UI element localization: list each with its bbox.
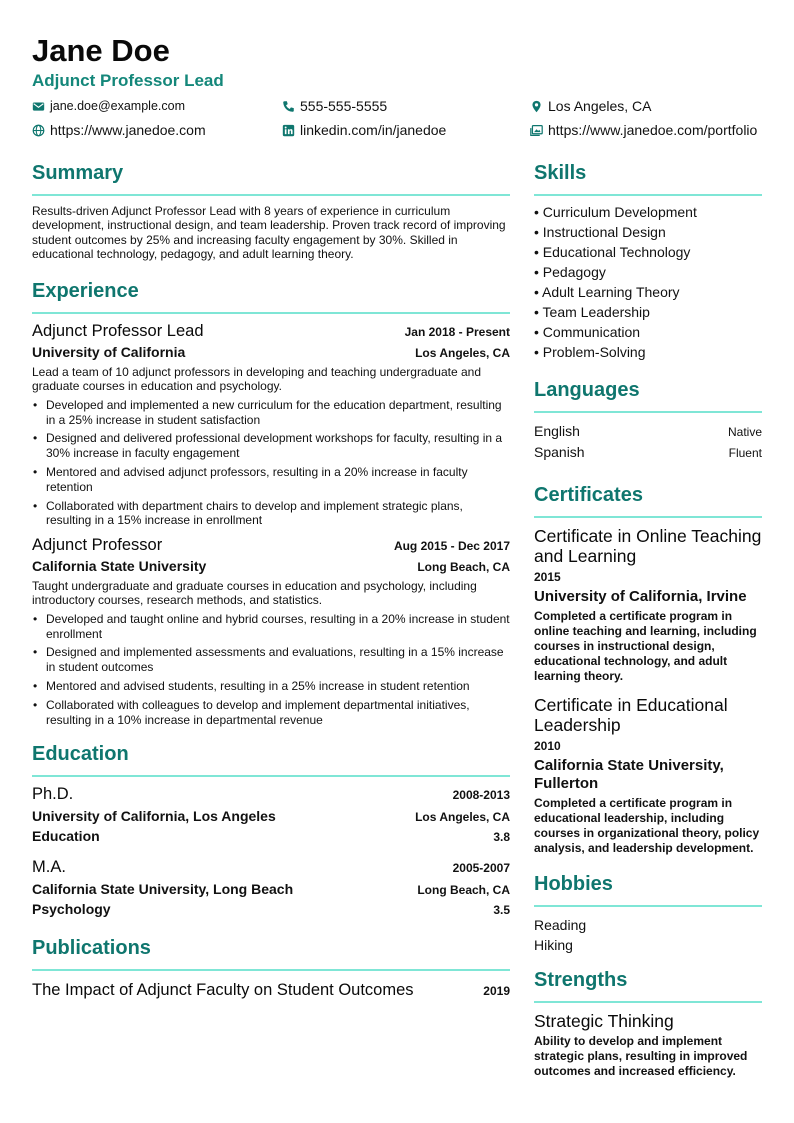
section-title: Publications [32, 937, 151, 960]
list-item: • Mentored and advised adjunct professors, resulting in a 20% increase in faculty retention [32, 465, 510, 495]
list-item: • Designed and implemented assessments and evaluations, resulting in a 15% increase in student outcomes [32, 645, 510, 675]
gpa: 3.8 [493, 830, 510, 845]
job-location: Long Beach, CA [417, 560, 510, 575]
contact-linkedin[interactable] [282, 122, 446, 138]
publications-section [32, 935, 510, 1000]
contact-linkedin-text: linkedin.com/in/janedoe [300, 122, 447, 138]
job-bullets [32, 398, 510, 528]
experience-section [32, 278, 510, 727]
phone-icon [282, 100, 295, 113]
language-item [534, 442, 762, 463]
school-location: Long Beach, CA [417, 883, 510, 898]
certificate-description: Completed a certificate program in educational leadership, including courses in organizational theory, policy analysis, and leadership development. [534, 796, 760, 855]
job-title: Adjunct Professor [32, 536, 163, 555]
list-item: • Mentored and advised students, resulting in a 25% increase in student retention [32, 679, 510, 694]
job-entry [32, 322, 510, 528]
certificate-issuer: California State University, Fullerton [534, 757, 724, 792]
certificate-issuer: University of California, Irvine [534, 588, 747, 605]
candidate-name: Jane Doe [32, 33, 170, 68]
job-description: Lead a team of 10 adjunct professors in developing and teaching undergraduate and graduate courses in education and psychology. [32, 365, 481, 394]
contact-location-text: Los Angeles, CA [548, 98, 652, 114]
contact-portfolio[interactable] [530, 122, 757, 138]
contact-email[interactable] [32, 99, 185, 113]
section-divider [534, 1001, 762, 1003]
education-entry [32, 858, 510, 917]
contact-email-text: jane.doe@example.com [50, 99, 185, 113]
language-level: Native [727, 425, 762, 439]
list-item: • Designed and delivered professional development workshops for faculty, resulting in a 30% increase in faculty engagement [32, 431, 510, 461]
job-organization: University of California [32, 344, 186, 361]
section-title: Summary [32, 162, 124, 184]
gpa: 3.5 [493, 903, 510, 918]
list-item: • Collaborated with department chairs to develop and implement strategic plans, resulting in a 15% increase in enrollment [32, 499, 510, 529]
education-dates: 2008-2013 [452, 788, 510, 803]
main-column [32, 160, 510, 1000]
hobby-item: Reading [534, 917, 587, 933]
sidebar-column [534, 160, 762, 1079]
language-name: English [534, 423, 580, 439]
languages-section [534, 377, 762, 463]
candidate-role: Adjunct Professor Lead [32, 71, 224, 90]
degree: Ph.D. [32, 785, 74, 804]
skill-item: • Team Leadership [534, 304, 650, 320]
strength-description: Ability to develop and implement strategic plans, resulting in improved outcomes and increased efficiency. [534, 1034, 748, 1078]
publication-entry [32, 981, 510, 1000]
contact-portfolio-text: https://www.janedoe.com/portfolio [548, 122, 758, 138]
degree: M.A. [32, 858, 66, 877]
skill-item: • Pedagogy [534, 264, 606, 280]
certificate-year: 2015 [534, 570, 561, 584]
field-of-study: Psychology [32, 901, 111, 918]
job-description: Taught undergraduate and graduate courses in education and psychology, including introductory courses, research methods, and statistics. [32, 579, 477, 608]
job-dates: Jan 2018 - Present [404, 325, 510, 340]
section-divider [32, 194, 510, 196]
contact-website-text: https://www.janedoe.com [50, 122, 206, 138]
map-pin-icon [530, 100, 543, 113]
globe-icon [32, 124, 45, 137]
section-divider [32, 775, 510, 777]
skill-item: • Communication [534, 324, 641, 340]
section-title: Hobbies [534, 873, 613, 895]
job-bullets [32, 612, 510, 728]
language-level: Fluent [728, 446, 762, 460]
language-name: Spanish [534, 444, 585, 460]
section-divider [32, 312, 510, 314]
certificate-entry [534, 695, 762, 856]
contact-phone[interactable] [282, 98, 387, 114]
summary-text: Results-driven Adjunct Professor Lead with 8 years of experience in curriculum development, instructional design, and team leadership. Proven track record of improving student outcomes by 25% and increasing faculty engagement by 30%. Skilled in educational technology, pedagogy, and adult learning theory. [32, 204, 506, 261]
contact-location [530, 98, 652, 114]
publication-year: 2019 [483, 984, 510, 999]
skill-item: • Educational Technology [534, 244, 691, 260]
strength-name: Strategic Thinking [534, 1011, 674, 1031]
hobby-item: Hiking [534, 937, 573, 953]
field-of-study: Education [32, 828, 100, 845]
portfolio-icon [530, 124, 543, 137]
certificates-section [534, 482, 762, 856]
resume-header [32, 34, 772, 92]
linkedin-icon [282, 124, 295, 137]
section-divider [534, 194, 762, 196]
summary-section [32, 160, 510, 261]
certificate-name: Certificate in Online Teaching and Learning [534, 526, 762, 566]
job-entry [32, 536, 510, 727]
certificate-entry [534, 526, 762, 684]
skills-section [534, 160, 762, 362]
job-dates: Aug 2015 - Dec 2017 [393, 539, 510, 554]
hobbies-section [534, 871, 762, 955]
job-organization: California State University [32, 558, 207, 575]
skill-item: • Curriculum Development [534, 204, 697, 220]
section-title: Education [32, 743, 129, 766]
publication-title: The Impact of Adjunct Faculty on Student Outcomes [32, 981, 414, 1000]
contact-website[interactable] [32, 122, 206, 138]
list-item: • Developed and implemented a new curriculum for the education department, resulting in a 25% increase in student satisfaction [32, 398, 510, 428]
section-divider [32, 969, 510, 971]
education-entry [32, 785, 510, 844]
list-item: • Collaborated with colleagues to develop and implement departmental initiatives, resulting in a 10% increase in departmental revenue [32, 698, 510, 728]
education-section [32, 741, 510, 917]
section-title: Certificates [534, 484, 643, 506]
certificate-year: 2010 [534, 739, 561, 753]
school: California State University, Long Beach [32, 881, 294, 898]
strengths-section [534, 967, 762, 1079]
job-location: Los Angeles, CA [415, 346, 510, 361]
list-item: • Developed and taught online and hybrid courses, resulting in a 20% increase in student enrollment [32, 612, 510, 642]
section-title: Languages [534, 379, 640, 401]
certificate-name: Certificate in Educational Leadership [534, 695, 728, 735]
certificate-description: Completed a certificate program in online teaching and learning, including courses in instructional design, educational technology, and adult learning theory. [534, 609, 757, 683]
language-item [534, 421, 762, 442]
school-location: Los Angeles, CA [415, 810, 510, 825]
section-divider [534, 516, 762, 518]
section-title: Experience [32, 280, 139, 303]
school: University of California, Los Angeles [32, 808, 276, 825]
section-title: Strengths [534, 969, 628, 991]
job-title: Adjunct Professor Lead [32, 322, 204, 341]
skill-item: • Problem-Solving [534, 344, 646, 360]
skill-item: • Adult Learning Theory [534, 284, 680, 300]
section-divider [534, 411, 762, 413]
section-title: Skills [534, 162, 587, 184]
skill-item: • Instructional Design [534, 224, 666, 240]
education-dates: 2005-2007 [452, 861, 510, 876]
email-icon [32, 100, 45, 113]
section-divider [534, 905, 762, 907]
contact-phone-text: 555-555-5555 [300, 98, 388, 114]
